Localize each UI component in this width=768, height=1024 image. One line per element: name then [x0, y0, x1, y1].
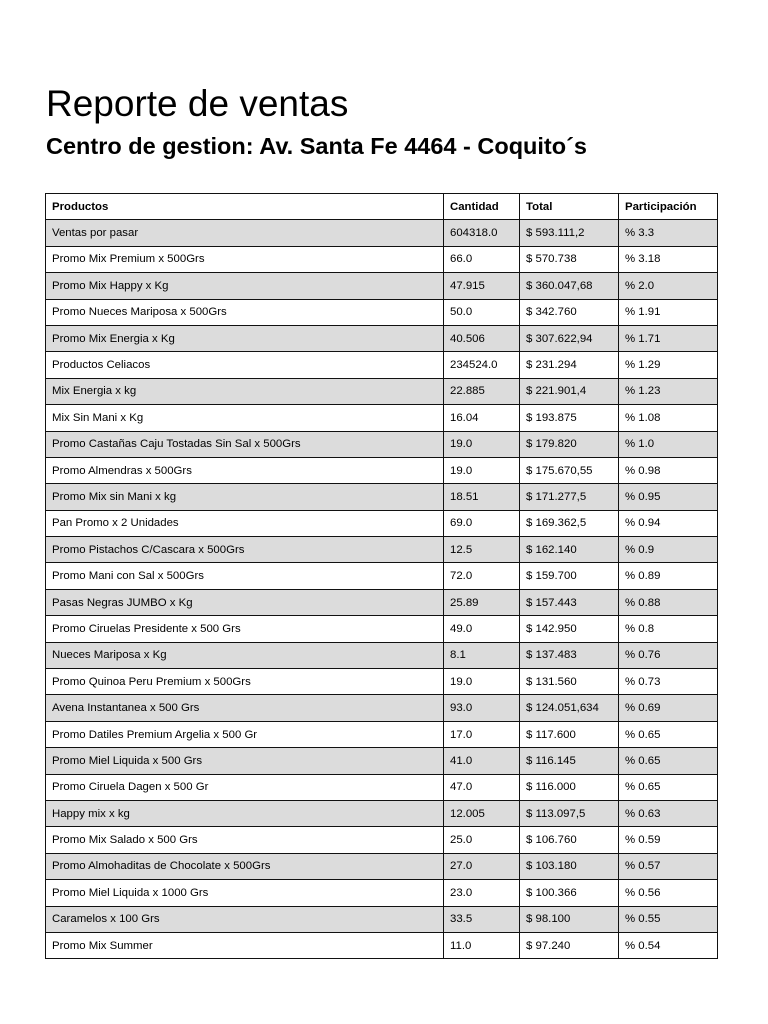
page-subtitle: Centro de gestion: Av. Santa Fe 4464 - Coquito´s — [46, 133, 588, 159]
table-header — [46, 194, 718, 220]
cell-participacion: % 0.8 — [619, 616, 718, 642]
cell-total: $ 116.000 — [520, 774, 619, 800]
cell-total: $ 116.145 — [520, 748, 619, 774]
table-row — [46, 695, 718, 721]
cell-cantidad: 40.506 — [444, 325, 520, 351]
cell-producto: Promo Quinoa Peru Premium x 500Grs — [46, 669, 444, 695]
table-row — [46, 721, 718, 747]
table-row — [46, 669, 718, 695]
table-row — [46, 431, 718, 457]
cell-participacion: % 0.56 — [619, 880, 718, 906]
cell-producto: Pan Promo x 2 Unidades — [46, 510, 444, 536]
cell-cantidad: 25.89 — [444, 589, 520, 615]
cell-producto: Promo Mix Salado x 500 Grs — [46, 827, 444, 853]
cell-participacion: % 2.0 — [619, 273, 718, 299]
cell-cantidad: 19.0 — [444, 431, 520, 457]
cell-participacion: % 0.73 — [619, 669, 718, 695]
cell-total: $ 342.760 — [520, 299, 619, 325]
cell-producto: Promo Miel Liquida x 500 Grs — [46, 748, 444, 774]
table-row — [46, 906, 718, 932]
column-header-participacion: Participación — [619, 194, 718, 220]
table-row — [46, 246, 718, 272]
table-row — [46, 510, 718, 536]
cell-total: $ 98.100 — [520, 906, 619, 932]
cell-producto: Productos Celiacos — [46, 352, 444, 378]
cell-cantidad: 47.915 — [444, 273, 520, 299]
table-row — [46, 880, 718, 906]
cell-producto: Promo Castañas Caju Tostadas Sin Sal x 500Grs — [46, 431, 444, 457]
cell-cantidad: 17.0 — [444, 721, 520, 747]
cell-total: $ 307.622,94 — [520, 325, 619, 351]
table-row — [46, 932, 718, 958]
cell-total: $ 124.051,634 — [520, 695, 619, 721]
cell-producto: Promo Miel Liquida x 1000 Grs — [46, 880, 444, 906]
cell-cantidad: 93.0 — [444, 695, 520, 721]
cell-producto: Promo Mix sin Mani x kg — [46, 484, 444, 510]
cell-cantidad: 19.0 — [444, 457, 520, 483]
table-body — [46, 220, 718, 959]
cell-total: $ 113.097,5 — [520, 800, 619, 826]
sales-table — [45, 193, 718, 959]
table-row — [46, 563, 718, 589]
cell-cantidad: 604318.0 — [444, 220, 520, 246]
cell-producto: Avena Instantanea x 500 Grs — [46, 695, 444, 721]
column-header-cantidad: Cantidad — [444, 194, 520, 220]
cell-producto: Promo Pistachos C/Cascara x 500Grs — [46, 537, 444, 563]
table-row — [46, 352, 718, 378]
cell-total: $ 221.901,4 — [520, 378, 619, 404]
cell-total: $ 142.950 — [520, 616, 619, 642]
table-row — [46, 800, 718, 826]
table-row — [46, 537, 718, 563]
cell-participacion: % 1.91 — [619, 299, 718, 325]
cell-producto: Promo Datiles Premium Argelia x 500 Gr — [46, 721, 444, 747]
cell-participacion: % 1.23 — [619, 378, 718, 404]
cell-cantidad: 49.0 — [444, 616, 520, 642]
cell-participacion: % 0.59 — [619, 827, 718, 853]
table-row — [46, 299, 718, 325]
table-row — [46, 378, 718, 404]
cell-participacion: % 3.18 — [619, 246, 718, 272]
cell-participacion: % 0.54 — [619, 932, 718, 958]
page-title: Reporte de ventas — [46, 83, 349, 124]
cell-total: $ 103.180 — [520, 853, 619, 879]
cell-participacion: % 0.94 — [619, 510, 718, 536]
cell-producto: Happy mix x kg — [46, 800, 444, 826]
cell-cantidad: 33.5 — [444, 906, 520, 932]
cell-cantidad: 50.0 — [444, 299, 520, 325]
cell-producto: Promo Mani con Sal x 500Grs — [46, 563, 444, 589]
cell-producto: Promo Mix Happy x Kg — [46, 273, 444, 299]
cell-total: $ 117.600 — [520, 721, 619, 747]
cell-total: $ 169.362,5 — [520, 510, 619, 536]
cell-cantidad: 234524.0 — [444, 352, 520, 378]
cell-producto: Caramelos x 100 Grs — [46, 906, 444, 932]
cell-producto: Nueces Mariposa x Kg — [46, 642, 444, 668]
cell-participacion: % 0.57 — [619, 853, 718, 879]
cell-total: $ 171.277,5 — [520, 484, 619, 510]
column-header-total: Total — [520, 194, 619, 220]
cell-total: $ 360.047,68 — [520, 273, 619, 299]
cell-total: $ 106.760 — [520, 827, 619, 853]
cell-total: $ 175.670,55 — [520, 457, 619, 483]
cell-participacion: % 1.29 — [619, 352, 718, 378]
cell-producto: Pasas Negras JUMBO x Kg — [46, 589, 444, 615]
cell-cantidad: 12.005 — [444, 800, 520, 826]
cell-producto: Promo Mix Premium x 500Grs — [46, 246, 444, 272]
table-header-row — [46, 194, 718, 220]
cell-participacion: % 1.71 — [619, 325, 718, 351]
cell-participacion: % 1.08 — [619, 405, 718, 431]
cell-cantidad: 66.0 — [444, 246, 520, 272]
cell-total: $ 231.294 — [520, 352, 619, 378]
cell-participacion: % 0.69 — [619, 695, 718, 721]
cell-producto: Ventas por pasar — [46, 220, 444, 246]
cell-cantidad: 12.5 — [444, 537, 520, 563]
table-row — [46, 827, 718, 853]
table-row — [46, 616, 718, 642]
table-row — [46, 220, 718, 246]
cell-participacion: % 0.9 — [619, 537, 718, 563]
cell-cantidad: 8.1 — [444, 642, 520, 668]
cell-cantidad: 19.0 — [444, 669, 520, 695]
cell-participacion: % 0.98 — [619, 457, 718, 483]
cell-participacion: % 1.0 — [619, 431, 718, 457]
cell-producto: Mix Sin Mani x Kg — [46, 405, 444, 431]
cell-participacion: % 0.63 — [619, 800, 718, 826]
cell-participacion: % 0.76 — [619, 642, 718, 668]
cell-total: $ 137.483 — [520, 642, 619, 668]
cell-cantidad: 16.04 — [444, 405, 520, 431]
cell-cantidad: 23.0 — [444, 880, 520, 906]
cell-total: $ 97.240 — [520, 932, 619, 958]
cell-cantidad: 18.51 — [444, 484, 520, 510]
cell-producto: Promo Nueces Mariposa x 500Grs — [46, 299, 444, 325]
cell-cantidad: 27.0 — [444, 853, 520, 879]
table-row — [46, 589, 718, 615]
cell-producto: Promo Almendras x 500Grs — [46, 457, 444, 483]
cell-producto: Mix Energia x kg — [46, 378, 444, 404]
table-row — [46, 484, 718, 510]
table-row — [46, 853, 718, 879]
cell-total: $ 159.700 — [520, 563, 619, 589]
cell-total: $ 570.738 — [520, 246, 619, 272]
cell-cantidad: 72.0 — [444, 563, 520, 589]
cell-participacion: % 3.3 — [619, 220, 718, 246]
table-row — [46, 748, 718, 774]
table-row — [46, 405, 718, 431]
cell-producto: Promo Ciruelas Presidente x 500 Grs — [46, 616, 444, 642]
cell-producto: Promo Almohaditas de Chocolate x 500Grs — [46, 853, 444, 879]
cell-participacion: % 0.65 — [619, 721, 718, 747]
cell-total: $ 131.560 — [520, 669, 619, 695]
cell-participacion: % 0.89 — [619, 563, 718, 589]
cell-total: $ 100.366 — [520, 880, 619, 906]
cell-cantidad: 47.0 — [444, 774, 520, 800]
table-row — [46, 642, 718, 668]
table-row — [46, 273, 718, 299]
cell-producto: Promo Mix Summer — [46, 932, 444, 958]
cell-total: $ 157.443 — [520, 589, 619, 615]
cell-participacion: % 0.65 — [619, 774, 718, 800]
cell-participacion: % 0.88 — [619, 589, 718, 615]
table-row — [46, 457, 718, 483]
cell-cantidad: 69.0 — [444, 510, 520, 536]
cell-participacion: % 0.55 — [619, 906, 718, 932]
cell-cantidad: 41.0 — [444, 748, 520, 774]
cell-total: $ 162.140 — [520, 537, 619, 563]
cell-participacion: % 0.65 — [619, 748, 718, 774]
cell-producto: Promo Mix Energia x Kg — [46, 325, 444, 351]
cell-cantidad: 11.0 — [444, 932, 520, 958]
cell-producto: Promo Ciruela Dagen x 500 Gr — [46, 774, 444, 800]
cell-cantidad: 25.0 — [444, 827, 520, 853]
cell-cantidad: 22.885 — [444, 378, 520, 404]
cell-total: $ 179.820 — [520, 431, 619, 457]
column-header-productos: Productos — [46, 194, 444, 220]
table-row — [46, 774, 718, 800]
table-row — [46, 325, 718, 351]
cell-total: $ 193.875 — [520, 405, 619, 431]
cell-total: $ 593.111,2 — [520, 220, 619, 246]
cell-participacion: % 0.95 — [619, 484, 718, 510]
